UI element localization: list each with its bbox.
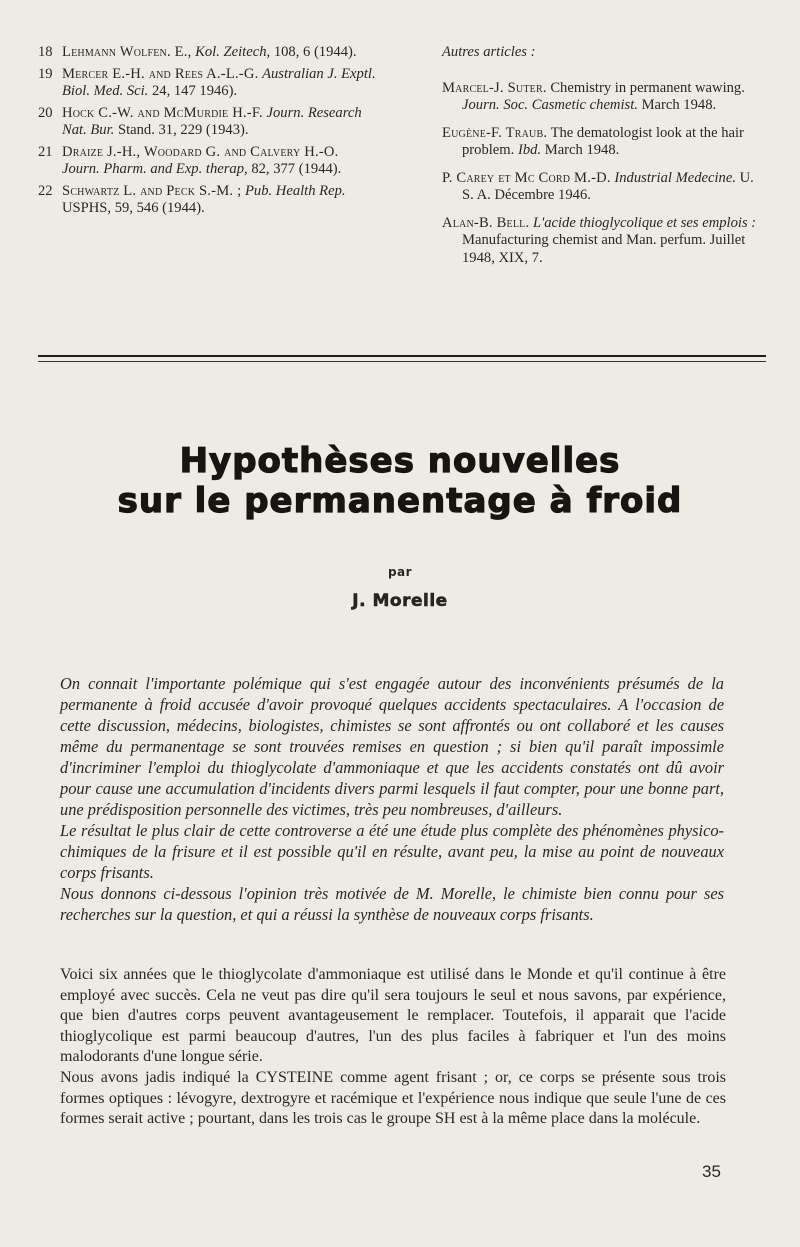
article-introduction <box>60 673 724 925</box>
other-article-item <box>438 125 768 160</box>
reference-journal: Journ. Research Nat. Bur. <box>62 104 362 138</box>
reference-authors: Alan-B. Bell. <box>442 214 530 231</box>
reference-details: Manufacturing chemist and Man. perfum. Juillet 1948, XIX, 7. <box>462 232 746 266</box>
reference-authors: Draize J.-H., Woodard G. and Calvery H.-O. <box>62 143 339 160</box>
reference-number: 19 <box>38 65 53 82</box>
article-title-line-1: Hypothèses nouvelles <box>179 441 621 481</box>
reference-number: 22 <box>38 182 53 199</box>
reference-authors: Eugène-F. Traub. <box>442 124 548 141</box>
reference-journal: Journ. Soc. Casmetic chemist. <box>462 97 638 113</box>
references-section <box>38 44 768 277</box>
reference-details: U. S. A. Décembre 1946. <box>462 169 754 203</box>
section-divider-thin <box>38 361 766 362</box>
reference-authors: Marcel-J. Suter. <box>442 79 547 96</box>
reference-journal: Kol. Zeitech, <box>195 44 271 60</box>
reference-item <box>38 105 376 140</box>
byline-par: par <box>387 565 413 579</box>
reference-item <box>38 44 376 62</box>
reference-authors: P. Carey et Mc Cord M.-D. <box>442 169 611 186</box>
reference-authors: Lehmann Wolfen. E., <box>62 44 192 60</box>
reference-authors: Mercer E.-H. and Rees A.-L.-G. <box>62 65 259 82</box>
reference-details: Stand. 31, 229 (1943). <box>117 122 249 138</box>
reference-number: 18 <box>38 44 53 60</box>
reference-journal: Pub. Health Rep. <box>245 182 346 199</box>
reference-authors: Hock C.-W. and McMurdie H.-F. <box>62 104 263 121</box>
body-paragraph: Nous avons jadis indiqué la CYSTEINE comme agent frisant ; or, ce corps se présente sous trois formes optiques : lévogyre, dextrogyre et racémique et l'expérience nous indique que seule l'une de ces formes serait active ; pourtant, dans les trois cas le groupe SH est à la même place dans la molécule. <box>60 1068 726 1128</box>
references-right-column <box>438 44 768 277</box>
reference-details: 82, 377 (1944). <box>251 161 342 177</box>
reference-details: 108, 6 (1944). <box>273 44 357 60</box>
intro-paragraph: Nous donnons ci-dessous l'opinion très motivée de M. Morelle, le chimiste bien connu pour ses recherches sur la question, et qui a réussi la synthèse de nouveaux corps frisants. <box>60 884 724 924</box>
reference-journal: Industrial Medecine. <box>614 169 736 186</box>
page-number: 35 <box>702 1162 721 1181</box>
reference-journal: Journ. Pharm. and Exp. therap, <box>62 161 248 177</box>
other-article-item <box>438 215 768 268</box>
reference-details: USPHS, 59, 546 (1944). <box>62 200 205 216</box>
reference-details: 24, 147 1946). <box>151 83 238 99</box>
reference-item <box>38 183 376 218</box>
intro-paragraph: On connait l'importante polémique qui s'est engagée autour des inconvénients présumés de la permanente à froid accusée d'avoir provoqué quelques accidents spectaculaires. A l'occasion de cette discussion, médecins, biologistes, chimistes se sont affrontés ou ont collaboré et les causes même du permanentage se sont trouvées remises en question ; si bien qu'il paraît impossimle d'incriminer l'emploi du thioglycolate d'ammoniaque et que les accidents constatés ont dû avoir pour cause une accumulation d'incidents divers parmi lesquels il faut compter, pour une bonne part, une prédisposition personnelle des victimes, très peu nombreuses, d'ailleurs. <box>60 674 724 819</box>
reference-number: 20 <box>38 104 53 121</box>
reference-number: 21 <box>38 143 53 160</box>
other-article-item <box>438 80 768 115</box>
reference-journal: Australian J. Exptl. Biol. Med. Sci. <box>62 65 376 99</box>
reference-details: March 1948. <box>544 142 620 158</box>
reference-title: The dematologist look at the hair problem. <box>462 124 744 158</box>
reference-title: Chemistry in permanent wawing. <box>550 79 745 96</box>
reference-journal: Ibd. <box>517 142 542 158</box>
article-title-line-2: sur le permanentage à froid <box>117 481 683 521</box>
article-author: J. Morelle <box>352 591 448 611</box>
reference-authors: Schwartz L. and Peck S.-M. ; <box>62 182 242 199</box>
article-body <box>60 965 726 1130</box>
reference-journal: L'acide thioglycolique et ses emplois : <box>532 214 757 231</box>
article-title <box>0 441 800 521</box>
other-articles-heading: Autres articles : <box>442 44 536 60</box>
reference-item <box>38 66 376 101</box>
intro-paragraph: Le résultat le plus clair de cette controverse a été une étude plus complète des phénomènes physico-chimiques de la frisure et il est possible qu'il en résulte, avant peu, la mise au point de nouveaux corps frisants. <box>60 821 724 882</box>
reference-item <box>38 144 376 179</box>
other-article-item <box>438 170 768 205</box>
references-left-column <box>38 44 376 277</box>
body-paragraph: Voici six années que le thioglycolate d'ammoniaque est utilisé dans le Monde et qu'il continue à être employé avec succès. Cela ne veut pas dire qu'il sera toujours le seul et nous savons, par expérience, que bien d'autres corps peuvent avantageusement le remplacer. Toutefois, il apparait que l'acide thioglycolique est parmi beaucoup d'autres, l'un des plus faciles à fabriquer et l'un des moins malodorants d'une longue série. <box>60 966 726 1066</box>
section-divider <box>38 355 766 357</box>
reference-details: March 1948. <box>641 97 717 113</box>
